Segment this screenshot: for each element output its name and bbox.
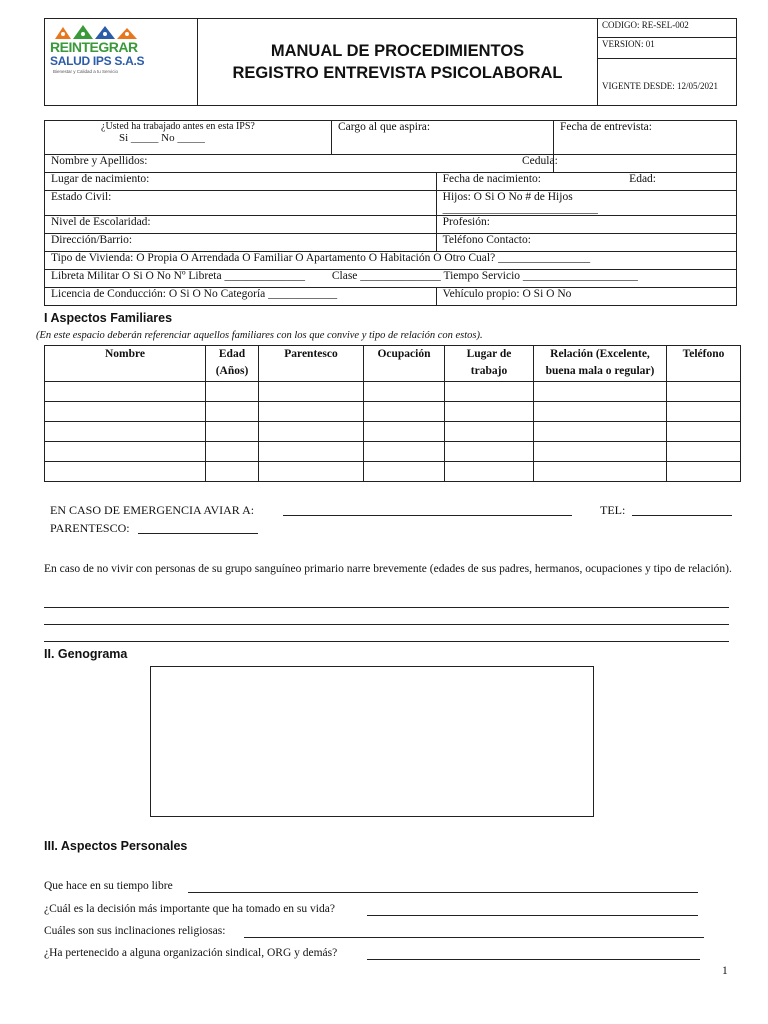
vehiculo-label: Vehículo propio: O Si O No: [442, 288, 572, 300]
cedula-cell[interactable]: [522, 155, 737, 173]
estado-civil-label: Estado Civil:: [51, 191, 112, 203]
q2-line[interactable]: [367, 915, 698, 916]
col-ocupacion: Ocupación: [364, 346, 445, 382]
lugar-nac-cell[interactable]: [45, 173, 437, 191]
q2-label: ¿Cuál es la decisión más importante que ha tomado en su vida?: [44, 903, 335, 915]
logo-tagline: Bienestar y Calidad a tu Servicio: [53, 69, 119, 74]
libreta-cell[interactable]: [45, 270, 737, 288]
table-row: [45, 442, 741, 462]
cell[interactable]: [206, 402, 259, 422]
logo-text-2: SALUD IPS S.A.S: [50, 54, 145, 68]
cell[interactable]: [206, 422, 259, 442]
col-nombre: Nombre: [45, 346, 206, 382]
table-row: [45, 382, 741, 402]
familiares-subtitle: (En este espacio deberán referenciar aquellos familiares con los que convive y tipo de relación con estos).: [36, 330, 483, 341]
genograma-box[interactable]: [150, 666, 594, 817]
cell[interactable]: [364, 402, 445, 422]
table-row: [45, 462, 741, 482]
edad-label: Edad:: [629, 173, 656, 185]
q3-line[interactable]: [244, 937, 704, 938]
escolaridad-label: Nivel de Escolaridad:: [51, 216, 151, 228]
q1-line[interactable]: [188, 892, 698, 893]
vivienda-cell[interactable]: [45, 252, 737, 270]
cell[interactable]: [445, 422, 534, 442]
cell[interactable]: [534, 422, 667, 442]
parentesco-label: PARENTESCO:: [50, 521, 130, 535]
col-telefono: Teléfono: [667, 346, 741, 382]
houses-icon: [53, 22, 143, 40]
col-lugar: Lugar de trabajo: [445, 346, 534, 382]
cell[interactable]: [45, 422, 206, 442]
cell[interactable]: [45, 442, 206, 462]
q1-label: Que hace en su tiempo libre: [44, 880, 173, 892]
title-cell: [198, 19, 598, 106]
hijos-cell[interactable]: [436, 191, 736, 216]
cell[interactable]: [534, 442, 667, 462]
narre-line-3[interactable]: [44, 641, 729, 642]
cell[interactable]: [364, 442, 445, 462]
cell[interactable]: [259, 442, 364, 462]
direccion-cell[interactable]: [45, 234, 437, 252]
profesion-cell[interactable]: [436, 216, 736, 234]
cargo-cell[interactable]: [332, 121, 554, 155]
estado-civil-cell[interactable]: [45, 191, 437, 216]
codigo: CODIGO: RE-SEL-002: [598, 19, 737, 38]
cell[interactable]: [667, 462, 741, 482]
lugar-nac-label: Lugar de nacimiento:: [51, 173, 150, 185]
cell[interactable]: [259, 382, 364, 402]
cell[interactable]: [45, 462, 206, 482]
header-table: [44, 18, 737, 106]
cell[interactable]: [45, 402, 206, 422]
col-relacion: Relación (Excelente, buena mala o regular): [534, 346, 667, 382]
telefono-cell[interactable]: [436, 234, 736, 252]
cell[interactable]: [445, 382, 534, 402]
doc-title-1: MANUAL DE PROCEDIMIENTOS: [270, 42, 525, 60]
fecha-nac-cell[interactable]: [436, 173, 736, 191]
cell[interactable]: [445, 442, 534, 462]
section-personales-title: III. Aspectos Personales: [44, 839, 188, 853]
emergencia-line[interactable]: [283, 515, 572, 516]
vigente: VIGENTE DESDE: 12/05/2021: [598, 59, 737, 106]
cell[interactable]: [534, 402, 667, 422]
cell[interactable]: [206, 382, 259, 402]
clase-label: Clase ______________: [331, 270, 441, 282]
narre-line-2[interactable]: [44, 624, 729, 625]
logo-cell: [45, 19, 198, 106]
escolaridad-cell[interactable]: [45, 216, 437, 234]
si-no-label: Si _____ No _____: [119, 132, 205, 144]
cell[interactable]: [445, 462, 534, 482]
cell[interactable]: [534, 462, 667, 482]
libreta-label: Libreta Militar O Si O No Nº Libreta ______________: [51, 270, 305, 282]
logo-text-1: REINTEGRAR: [50, 39, 138, 55]
cell[interactable]: [667, 382, 741, 402]
vivienda-label: Tipo de Vivienda: O Propia O Arrendada O Familiar O Apartamento O Habitación O Otro Cual? ________________: [51, 252, 591, 264]
cedula-label: Cedula:: [522, 155, 558, 167]
cell[interactable]: [667, 402, 741, 422]
col-parentesco: Parentesco: [259, 346, 364, 382]
narre-text: En caso de no vivir con personas de su grupo sanguíneo primario narre brevemente (edades de sus padres, hermanos, ocupaciones y tipo de relación).: [44, 563, 732, 575]
tel-label: TEL:: [600, 503, 626, 517]
cell[interactable]: [445, 402, 534, 422]
narre-line-1[interactable]: [44, 607, 729, 608]
telefono-label: Teléfono Contacto:: [442, 234, 531, 246]
cell[interactable]: [259, 402, 364, 422]
licencia-label: Licencia de Conducción: O Si O No Categoría ____________: [51, 288, 338, 300]
section-genograma-title: II. Genograma: [44, 647, 128, 661]
cell[interactable]: [206, 462, 259, 482]
tiempo-label: Tiempo Servicio ____________________: [443, 270, 638, 282]
version: VERSION: 01: [598, 38, 737, 59]
direccion-label: Dirección/Barrio:: [51, 234, 133, 246]
doc-title-2: REGISTRO ENTREVISTA PSICOLABORAL: [232, 64, 563, 82]
cell[interactable]: [667, 422, 741, 442]
hijos-label: Hijos: O Si O No # de Hijos ___________________________: [442, 191, 598, 215]
family-table: [44, 345, 741, 482]
vehiculo-cell[interactable]: [436, 288, 736, 306]
cell[interactable]: [259, 422, 364, 442]
q4-line[interactable]: [367, 959, 700, 960]
logo: [45, 19, 197, 105]
cell[interactable]: [534, 382, 667, 402]
tel-line[interactable]: [632, 515, 732, 516]
parentesco-line[interactable]: [138, 533, 258, 534]
table-row: [45, 422, 741, 442]
nombre-cell[interactable]: [45, 155, 554, 173]
cell[interactable]: [667, 442, 741, 462]
q3-label: Cuáles son sus inclinaciones religiosas:: [44, 925, 226, 937]
q4-label: ¿Ha pertenecido a alguna organización sindical, ORG y demás?: [44, 947, 338, 959]
worked-before-cell[interactable]: [45, 121, 332, 155]
worked-before-label: ¿Usted ha trabajado antes en esta IPS?: [101, 121, 255, 132]
col-edad: Edad (Años): [206, 346, 259, 382]
cell[interactable]: [364, 422, 445, 442]
emergencia-label: EN CASO DE EMERGENCIA AVIAR A:: [50, 503, 255, 517]
page-number: 1: [722, 965, 728, 977]
section-familiares-title: I Aspectos Familiares: [44, 311, 173, 325]
cell[interactable]: [206, 442, 259, 462]
fecha-nac-label: Fecha de nacimiento:: [442, 173, 542, 185]
profesion-label: Profesión:: [442, 216, 490, 228]
table-row: [45, 402, 741, 422]
cell[interactable]: [259, 462, 364, 482]
cell[interactable]: [364, 382, 445, 402]
cell[interactable]: [364, 462, 445, 482]
fecha-entrevista-cell[interactable]: [554, 121, 737, 155]
personal-data-table: [44, 120, 737, 306]
licencia-cell[interactable]: [45, 288, 437, 306]
cell[interactable]: [45, 382, 206, 402]
fecha-entrevista-label: Fecha de entrevista:: [560, 121, 652, 133]
cargo-label: Cargo al que aspira:: [338, 121, 431, 133]
nombre-label: Nombre y Apellidos:: [51, 155, 148, 167]
